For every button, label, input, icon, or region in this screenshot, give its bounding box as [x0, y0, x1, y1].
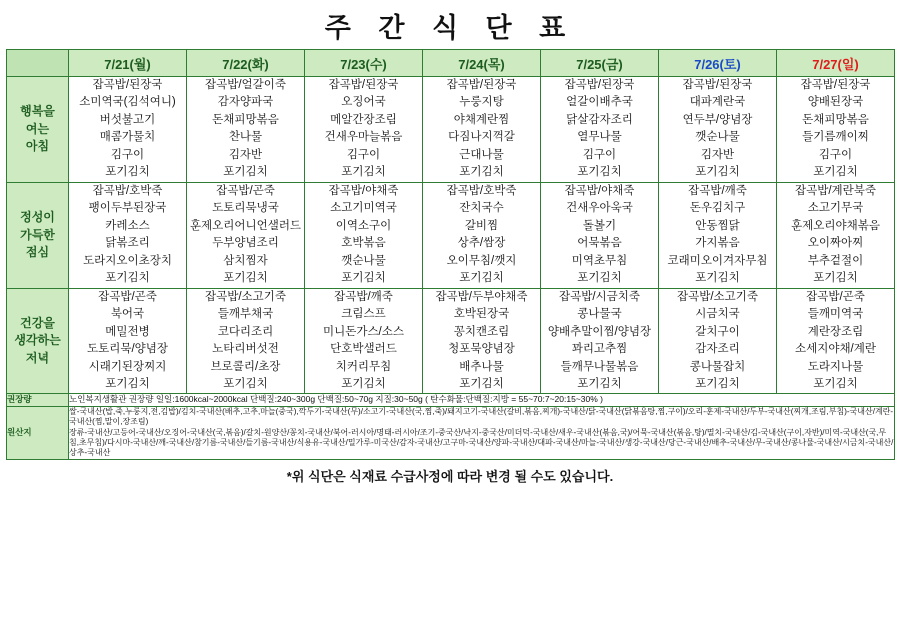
menu-item: 갈비찜: [464, 219, 499, 232]
meal-cell-breakfast-sun: [777, 77, 895, 183]
menu-item: 포기김치: [577, 272, 622, 285]
menu-item: 대파계란국: [689, 96, 746, 109]
menu-item: 포기김치: [341, 166, 386, 179]
menu-item: 코다리조리: [217, 325, 274, 338]
menu-item: 시금치국: [695, 308, 740, 321]
header-day-sat: 7/26(토): [659, 50, 777, 77]
menu-item: 훈제오리어니언샐러드: [189, 219, 302, 232]
meal-cell-dinner-sat: [659, 288, 777, 394]
menu-item: 잡곡밥/곤죽: [806, 290, 865, 303]
menu-item: 잡곡밥/된장국: [446, 79, 517, 91]
menu-item: 얼갈이배추국: [566, 96, 633, 109]
menu-item: 오이무침/깻지: [446, 254, 517, 267]
menu-item: 미역초무침: [571, 254, 628, 267]
menu-item: 김구이: [582, 148, 617, 161]
menu-item: 포기김치: [577, 166, 622, 179]
menu-item: 김자반: [700, 148, 735, 161]
menu-item: 도토리묵냉국: [212, 202, 279, 215]
header-day-thu: 7/24(목): [423, 50, 541, 77]
menu-item: 상추/쌈장: [457, 237, 506, 250]
menu-item: 훈제오리야채볶음: [791, 219, 880, 232]
menu-item: 포기김치: [695, 377, 740, 390]
menu-item: 부추겉절이: [807, 254, 864, 267]
weekly-menu-table: [6, 49, 895, 460]
menu-item: 소고기무국: [807, 202, 864, 215]
menu-item: 감자양파국: [217, 96, 274, 109]
menu-item: 단호박샐러드: [330, 343, 397, 356]
menu-item: 연두부/양념장: [682, 113, 753, 126]
meal-cell-dinner-mon: [69, 288, 187, 394]
menu-item: 포기김치: [223, 272, 268, 285]
nutrition-label: 권장량: [7, 394, 69, 406]
menu-item: 잡곡밥/얼갈이죽: [205, 79, 286, 91]
menu-item: 시래기된장찌지: [88, 360, 167, 373]
menu-item: 잡곡밥/계란북죽: [795, 184, 876, 197]
menu-item: 치커리무침: [335, 360, 392, 373]
menu-item: 오이짜아찌: [807, 237, 864, 250]
table-row: [7, 182, 895, 288]
menu-item: 포기김치: [105, 166, 150, 179]
meal-cell-dinner-tue: [187, 288, 305, 394]
header-day-tue: 7/22(화): [187, 50, 305, 77]
meal-cell-dinner-sun: [777, 288, 895, 394]
menu-item: 삼치찜자: [223, 254, 268, 267]
row-label-breakfast-line3: 아침: [25, 139, 50, 154]
menu-item: 포기김치: [105, 377, 150, 390]
meal-cell-dinner-fri: [541, 288, 659, 394]
page-title: 주 간 식 단 표: [324, 13, 576, 43]
menu-item: 갈치구이: [695, 325, 740, 338]
menu-item: 들깨부채국: [217, 308, 274, 321]
header-corner: [7, 50, 69, 77]
menu-item: 팽이두부된장국: [88, 202, 167, 215]
meal-cell-breakfast-sat: [659, 77, 777, 183]
menu-item: 잡곡밥/호박죽: [92, 184, 163, 197]
meal-cell-lunch-sat: [659, 182, 777, 288]
menu-item: 다짐나지꺽갈: [448, 131, 515, 144]
table-header-row: [7, 50, 895, 77]
menu-item: 북어국: [110, 308, 145, 321]
menu-item: 호박볶음: [341, 237, 386, 250]
menu-item: 들깨미역국: [807, 308, 864, 321]
ingredients-line-1: 쌀-국내산(밥,죽,누룽지,전,김밥)/김치-국내산(배추,고추,마늘(중국),깍두기-국내산(무)/소고기-국내산(국,찜,죽)/돼지고기-국내산(갈비,볶음,찌개)-국내산/닭-국내산(닭볶음탕,찜,구이)/오리-훈제-국내산/두부-국내산(찌개,조림,부침)-국내산/계란-국내산(찜,말이,장조림): [69, 406, 894, 427]
header-day-mon: 7/21(월): [69, 50, 187, 77]
meal-cell-lunch-fri: [541, 182, 659, 288]
menu-item: 포기김치: [341, 272, 386, 285]
meal-cell-dinner-thu: [423, 288, 541, 394]
menu-item: 포기김치: [105, 272, 150, 285]
header-day-wed: 7/23(수): [305, 50, 423, 77]
menu-item: 크림스프: [341, 308, 386, 321]
row-label-lunch-line1: 정성이: [20, 210, 55, 225]
menu-item: 잡곡밥/소고기죽: [677, 290, 758, 303]
menu-item: 소고기미역국: [330, 202, 397, 215]
row-label-dinner-line1: 건강을: [20, 315, 55, 330]
menu-item: 감자조리: [695, 343, 740, 356]
menu-item: 호박된장국: [453, 308, 510, 321]
meal-cell-lunch-tue: [187, 182, 305, 288]
menu-item: 포기김치: [223, 166, 268, 179]
menu-item: 청포묵양념장: [448, 343, 515, 356]
menu-item: 가지볶음: [695, 237, 740, 250]
header-day-sun: 7/27(일): [777, 50, 895, 77]
menu-item: 김구이: [110, 148, 145, 161]
menu-item: 잡곡밥/야채죽: [328, 184, 399, 197]
menu-item: 꽈리고추찜: [571, 343, 628, 356]
meal-cell-dinner-wed: [305, 288, 423, 394]
menu-item: 브로콜리/초장: [210, 360, 281, 373]
menu-item: 포기김치: [813, 377, 858, 390]
ingredients-row: [7, 406, 895, 459]
menu-item: 배추나물: [459, 360, 504, 373]
table-row: [7, 77, 895, 183]
menu-item: 김구이: [346, 148, 381, 161]
menu-item: 노타리버섯전: [212, 343, 279, 356]
menu-item: 찬나물: [228, 131, 263, 144]
row-label-breakfast-line1: 행복을: [20, 104, 55, 119]
menu-item: 잡곡밥/곤죽: [216, 184, 275, 197]
meal-cell-breakfast-mon: [69, 77, 187, 183]
meal-cell-lunch-sun: [777, 182, 895, 288]
menu-item: 이역소구이: [335, 219, 392, 232]
menu-item: 포기김치: [459, 166, 504, 179]
menu-item: 잡곡밥/된장국: [800, 79, 871, 91]
menu-item: 소미역국(김석여니): [79, 96, 176, 109]
menu-item: 잡곡밥/시금치죽: [559, 290, 640, 303]
menu-item: 야채계란찜: [453, 113, 510, 126]
menu-item: 돈채피망볶음: [212, 113, 279, 126]
table-row: [7, 288, 895, 394]
header-day-fri: 7/25(금): [541, 50, 659, 77]
menu-item: 누룽지탕: [459, 96, 504, 109]
menu-item: 들기름깨이찌: [802, 131, 869, 144]
ingredients-line-2: 장류-국내산/고등어-국내산/오징어-국내산(국,볶음)/갈치-원양산/꽁치-국내산/북어-러시아/명태-러시아/조기-중국산/낙지-중국산/미더덕-국내산/새우-국내산(볶음,국)/어묵-국내산(볶음,탕)/멸치-국내산/김-국내산(구이,자반)/미역-국내산(국,무침,초무침)/다시마-국내산/깨-국내산/참기름-국내산/들기름-국내산/식용유-국내산/밀가루-미국산/감자-국내산/고구마-국내산/양파-국내산/대파-국내산/마늘-국내산/생강-국내산/당근-국내산/배추-국내산/무-국내산/콩나물-국내산/시금치-국내산/상추-국내산: [69, 427, 894, 458]
menu-item: 콩나물잡치: [689, 360, 746, 373]
menu-item: 돈우김치구: [689, 202, 746, 215]
menu-item: 두부양념조리: [212, 237, 279, 250]
menu-item: 도라지오이초장치: [83, 254, 172, 267]
menu-item: 포기김치: [459, 272, 504, 285]
menu-item: 포기김치: [577, 377, 622, 390]
menu-item: 메밀전병: [105, 325, 150, 338]
menu-item: 돌볼기: [582, 219, 617, 232]
menu-item: 양배추말이찜/양념장: [547, 325, 652, 338]
menu-item: 소세지야채/계란: [795, 343, 876, 356]
menu-item: 깻순나물: [341, 254, 386, 267]
menu-item: 잡곡밥/소고기죽: [205, 290, 286, 303]
row-label-dinner-line2: 생각하는: [14, 333, 61, 348]
menu-item: 포기김치: [695, 166, 740, 179]
nutrition-text: 노인복지생활관 권장량 일일:1600kcal~2000kcal 단백질:240~300g 단백질:50~70g 지질:30~50g ( 탄수화물:단백질:지방 = 55~70:7~20:15~30% ): [69, 394, 895, 406]
meal-cell-breakfast-thu: [423, 77, 541, 183]
menu-item: 버섯불고기: [99, 113, 156, 126]
row-label-breakfast-line2: 여는: [25, 121, 50, 136]
menu-item: 김자반: [228, 148, 263, 161]
menu-item: 근대나물: [459, 148, 504, 161]
menu-item: 잔치국수: [459, 202, 504, 215]
meal-cell-breakfast-fri: [541, 77, 659, 183]
menu-item: 잡곡밥/곤죽: [98, 290, 157, 303]
menu-item: 건새우마늘볶음: [324, 131, 403, 144]
menu-item: 미니돈가스/소스: [323, 325, 404, 338]
menu-item: 꽁치캔조림: [453, 325, 510, 338]
menu-item: 잡곡밥/호박죽: [446, 184, 517, 197]
menu-item: 코래미오이겨자무침: [667, 254, 768, 267]
row-label-breakfast: [7, 77, 69, 183]
row-label-lunch-line2: 가득한: [20, 227, 55, 242]
menu-item: 매콤가물치: [99, 131, 156, 144]
menu-item: 김구이: [818, 148, 853, 161]
menu-item: 포기김치: [695, 272, 740, 285]
menu-item: 닭살감자조리: [566, 113, 633, 126]
menu-item: 포기김치: [341, 377, 386, 390]
menu-item: 열무나물: [577, 131, 622, 144]
nutrition-row: [7, 394, 895, 406]
menu-item: 잡곡밥/된장국: [564, 79, 635, 91]
ingredients-text: [69, 406, 895, 459]
menu-item: 돈채피망볶음: [802, 113, 869, 126]
menu-item: 잡곡밥/두부야채죽: [435, 290, 528, 303]
menu-item: 카레소스: [105, 219, 150, 232]
meal-cell-lunch-thu: [423, 182, 541, 288]
row-label-lunch: [7, 182, 69, 288]
menu-item: 닭볶조리: [105, 237, 150, 250]
menu-item: 어묵볶음: [577, 237, 622, 250]
menu-item: 잡곡밥/된장국: [682, 79, 753, 91]
menu-item: 도라지나물: [807, 360, 864, 373]
menu-item: 잡곡밥/된장국: [92, 79, 163, 91]
footer-note: *위 식단은 식재료 수급사정에 따라 변경 될 수도 있습니다.: [286, 468, 614, 484]
menu-item: 안동찜닭: [695, 219, 740, 232]
menu-item: 잡곡밥/깨죽: [688, 184, 747, 197]
menu-item: 건새우아욱국: [566, 202, 633, 215]
menu-item: 메알간장조림: [330, 113, 397, 126]
meal-cell-breakfast-tue: [187, 77, 305, 183]
menu-item: 포기김치: [813, 166, 858, 179]
row-label-dinner-line3: 저녁: [25, 350, 50, 365]
menu-item: 잡곡밥/된장국: [328, 79, 399, 91]
menu-item: 깻순나물: [695, 131, 740, 144]
menu-item: 포기김치: [223, 377, 268, 390]
ingredients-label: 원산지: [7, 406, 69, 459]
menu-item: 포기김치: [459, 377, 504, 390]
meal-cell-lunch-wed: [305, 182, 423, 288]
menu-item: 오징어국: [341, 96, 386, 109]
menu-item: 계란장조림: [807, 325, 864, 338]
row-label-lunch-line3: 점심: [25, 244, 50, 259]
menu-item: 포기김치: [813, 272, 858, 285]
menu-item: 들깨무나물볶음: [560, 360, 639, 373]
menu-item: 양배된장국: [807, 96, 864, 109]
meal-cell-lunch-mon: [69, 182, 187, 288]
meal-cell-breakfast-wed: [305, 77, 423, 183]
menu-item: 잡곡밥/깨죽: [334, 290, 393, 303]
menu-item: 도토리묵/양념장: [87, 343, 168, 356]
menu-item: 잡곡밥/야채죽: [564, 184, 635, 197]
menu-item: 콩나물국: [577, 308, 622, 321]
row-label-dinner: [7, 288, 69, 394]
